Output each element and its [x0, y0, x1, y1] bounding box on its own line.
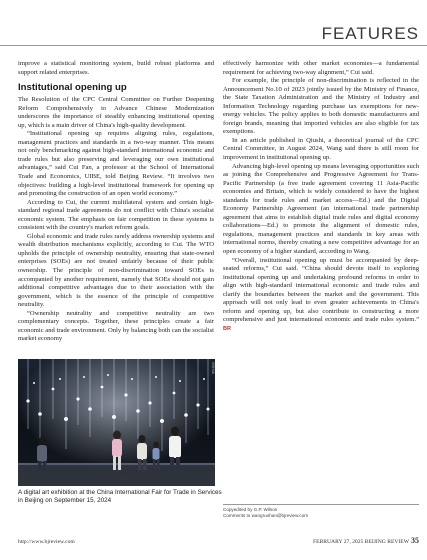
right-column — [223, 60, 419, 334]
end-mark: BR — [223, 325, 231, 332]
closing-paragraph-text: “Overall, institutional opening up must be accompanied by deep-seated reforms,” Cui said. “China should devote itself to exploring institutional opening up and undertaking profound reforms in order to align with high-standard international economic and trade rules and clarify the boundaries between the market and the government. This approach will not only lead to even greater achievements in China's reform and opening up, but also contribute to constructing a more comprehensive and just international economic and trade rules system.” — [223, 256, 419, 324]
copyedit-credit: Copyedited by G.P. Wilson — [223, 507, 278, 512]
section-subheading: Institutional opening up — [18, 82, 127, 94]
body-paragraph: “Institutional opening up requires aligning rules, regulations, management practices and standards in a two-way manner. This means not only benchmarking against high-standard international economic and trade rules but also preserving and leveraging our own institutional advantages,” said Cui Fan, a professor at the School of International Trade and Economics, UIBE, told Beijing Review. “It involves two objectives: building a high-level institutional framework for opening up and promoting the construction of an open world economy.” — [18, 130, 214, 198]
body-paragraph: “Ownership neutrality and competitive neutrality are two complementary concepts. Together, these principles create a fair economic and trade environment. Only by balancing both can the socialist market economy — [18, 309, 214, 343]
body-paragraph: Global economic and trade rules rarely address ownership systems and wealth distribution mechanisms explicitly, according to Cui. The WTO upholds the principle of ownership neutrality, ensuring that state-owned enterprises (SOEs) are not treated unfairly because of their public ownership. The principle of non-discrimination toward SOEs is accompanied by another requirement, namely that SOEs should not gain additional competitive advantages due to their association with the government, which is the essence of the principle of competitive neutrality. — [18, 232, 214, 309]
exhibition-illustration — [18, 359, 215, 486]
body-paragraph: For example, the principle of non-discrimination is reflected in the Announcement No.10 of 2023 jointly issued by the Ministry of Finance, the State Taxation Administration and the Ministry of Industry and Information Technology regarding purchase tax exemptions for new-energy vehicles. The policy applies to both domestic manufacturers and foreign brands, meaning that imported vehicles are also eligible for tax exemptions. — [223, 77, 419, 136]
footer-website: http://www.bjreview.com — [18, 539, 75, 545]
lead-paragraph: improve a statistical monitoring system, build robust platforms and support related enterprises. — [18, 60, 214, 76]
issue-info: FEBRUARY 27, 2025 BEIJING REVIEW — [313, 539, 409, 545]
photo-credit: XINHUA — [211, 362, 215, 375]
section-header: FEATURES — [321, 24, 419, 43]
footer-issue — [313, 536, 419, 545]
exhibition-photo — [18, 359, 215, 486]
left-column — [18, 60, 214, 344]
page-number: 35 — [411, 536, 419, 545]
comments-contact: Comments to wangruohan@bjreview.com — [223, 513, 309, 518]
article-credits — [223, 504, 419, 519]
body-paragraph — [223, 257, 419, 334]
body-paragraph: Advancing high-level opening up means leveraging opportunities such as joining the Comprehensive and Progressive Agreement for Trans-Pacific Partnership (a free trade agreement covering 11 Asia-Pacific economies and Britain, which is widely considered to have the highest standards for trade rules and market access—Ed.) and the Digital Economy Partnership Agreement (an international trade partnership agreement that aims to establish digital trade rules and digital economy collaborations—Ed.) to promote the alignment of domestic rules, regulations, management practices and standards in key areas with international norms, thereby creating a new competitive advantage for an open economy of a higher standard, according to Wang. — [223, 162, 419, 256]
body-paragraph: effectively harmonize with other market economies—a fundamental requirement for achieving two-way alignment,” Cui said. — [223, 60, 419, 76]
body-paragraph: In an article published in Qiushi, a theoretical journal of the CPC Central Committee, in August 2024, Wang said there is still room for improvement in institutional opening up. — [223, 136, 419, 162]
header-divider — [0, 45, 427, 46]
body-paragraph: The Resolution of the CPC Central Committee on Further Deepening Reform Comprehensively to Advance Chinese Modernization underscores the importance of steadily enhancing institutional opening up, which is a main driver of China's high-quality development. — [18, 96, 214, 129]
body-paragraph: According to Cui, the current multilateral system and certain high-standard regional trade agreements do not conflict with China's socialist economic system. The emphasis on fair competition in these systems is consistent with the country's market reform goals. — [18, 198, 214, 232]
photo-caption: A digital art exhibition at the China International Fair for Trade in Services in Beijing on September 15, 2024 — [18, 489, 222, 504]
